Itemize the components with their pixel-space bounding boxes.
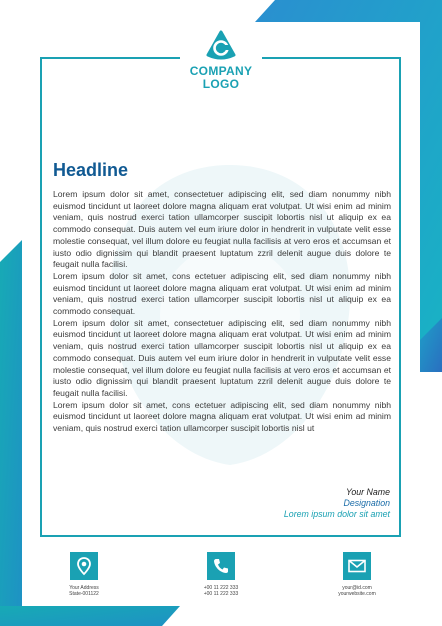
paragraph-4: Lorem ipsum dolor sit amet, cons ectetuer adipiscing elit, sed diam nonummy nibh euismod tincidunt ut laoreet dolore magna aliquam erat volutpat. Ut wisi enim ad minim veniam, quis nostrud exerci tation ullamcorper suscipit lobortis nisl ut <box>53 399 391 434</box>
signature-designation: Designation <box>343 498 390 508</box>
bottom-left-corner-shape <box>0 606 180 626</box>
phone-line-1: +00 11 222 333 <box>203 585 239 591</box>
frame-top-left-line <box>40 57 180 59</box>
frame-top-right-line <box>262 57 401 59</box>
email-line-1[interactable]: your@id.com <box>342 585 372 591</box>
logo-line-2: LOGO <box>202 77 240 91</box>
headline: Headline <box>53 160 129 180</box>
signature-name: Your Name <box>345 487 390 497</box>
body-text <box>53 189 391 435</box>
website-line[interactable]: yourwebsite.com <box>338 591 376 597</box>
logo-mark-icon <box>206 30 236 60</box>
email-icon <box>343 552 371 580</box>
phone-line-2: +00 11 222 333 <box>203 591 239 597</box>
footer-phone <box>191 585 251 597</box>
signature-block <box>284 487 390 520</box>
address-line-1: Your Address <box>69 585 99 591</box>
paragraph-2: Lorem ipsum dolor sit amet, cons ectetuer adipiscing elit, sed diam nonummy nibh euismod tincidunt ut laoreet dolore magna aliquam erat volutpat. Ut wisi enim ad minim veniam, quis nostrud exerci tation ullamcorper suscipit lobortis nisl ut aliquip ex ea commodo consequat. <box>53 270 391 317</box>
left-side-shape <box>0 240 22 606</box>
phone-icon <box>207 552 235 580</box>
paragraph-1: Lorem ipsum dolor sit amet, consectetuer adipiscing elit, sed diam nonummy nibh euismod tincidunt ut laoreet dolore magna aliquam erat volutpat. Ut wisi enim ad minim veniam, quis nostrud exerci tation ullamcorper suscipit lobortis nisl ut aliquip ex ea commodo consequat. Duis autem vel eum iriure dolor in hendrerit in vulputate velit esse molestie consequat, vel illum dolore eu feugiat nulla facilisis at vero eros et accumsan et iusto odio dignissim qui blandit praesent luptatum zzril delenit augue duis dolore te feugait nulla facilisi. <box>53 189 391 270</box>
signature-tagline: Lorem ipsum dolor sit amet <box>283 509 390 519</box>
address-line-2: State-001122 <box>69 591 99 597</box>
footer-email <box>327 585 387 597</box>
footer-address <box>54 585 114 597</box>
logo-line-1: COMPANY <box>189 64 253 78</box>
company-logo <box>182 30 260 91</box>
location-icon <box>70 552 98 580</box>
paragraph-3: Lorem ipsum dolor sit amet, consectetuer adipiscing elit, sed diam nonummy nibh euismod tincidunt ut laoreet dolore magna aliquam erat volutpat. Ut wisi enim ad minim veniam, quis nostrud exerci tation ullamcorper suscipit lobortis nisl ut aliquip ex ea commodo consequat. Duis autem vel eum iriure dolor in hendrerit in vulputate velit esse molestie consequat, vel illum dolore eu feugiat nulla facilisis at vero eros et accumsan et iusto odio dignissim qui blandit praesent luptatum zzril delenit augue duis dolore te feugait nulla facilisi. <box>53 317 391 398</box>
